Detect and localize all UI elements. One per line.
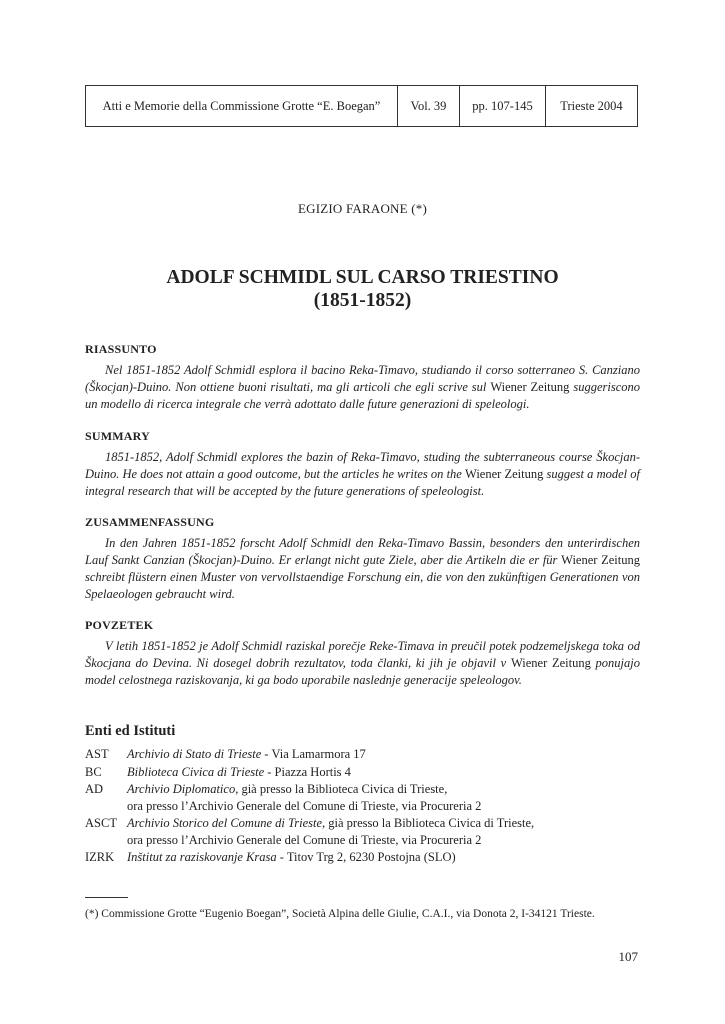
institution-row [85,746,645,763]
institution-name: Archivio Diplomatico [127,782,236,796]
abstract-riassunto [85,342,640,413]
journal-name: Atti e Memorie della Commissione Grotte “E. Boegan” [86,86,398,126]
institution-address: - Piazza Hortis 4 [264,764,351,779]
abstract-text-start: Nel 1851-1852 Adolf Schmidl esplora il bacino Reka-Timavo, studiando il corso sotterraneo S. Canziano (Škocjan)-Duino. Non ottiene buoni risultati, ma gli articoli che egli scrive sul [85,363,640,394]
abstract-text-end: suggeriscono un modello di ricerca integrale che verrà adottato dalle future generazioni di speleologi. [85,380,641,411]
institution-name: Inštitut za raziskovanje Krasa [127,850,277,864]
newspaper-name: Wiener Zeitung [510,656,591,670]
section-heading: SUMMARY [85,429,150,443]
section-heading: ZUSAMMENFASSUNG [85,515,215,529]
abstract-text-end: schreibt flüstern einen Muster von vervollstaendige Forschung ein, die von den zukünftigen Generationen von Spelaeologen gebraucht wird. [85,570,640,601]
institution-description [127,746,645,763]
footnote: (*) Commissione Grotte “Eugenio Boegan”, Società Alpina delle Giulie, C.A.I., via Donota 2, I-34121 Trieste. [85,908,595,920]
title-line-2: (1851-1852) [313,290,412,311]
institution-row [85,815,645,848]
institutions-heading: Enti ed Istituti [85,723,176,739]
institution-description [127,764,645,781]
page-number: 107 [618,949,638,964]
abstract-text-start: In den Jahren 1851-1852 forscht Adolf Schmidl den Reka-Timavo Bassin, besonders den unterirdischen Lauf Sankt Canzian (Škocjan)-Duino. Er erlangt nicht gute Ziele, aber die Artikeln die er für [85,536,640,567]
abstract-text [85,535,640,603]
abstract-povzetek [85,618,640,689]
abstract-text [85,362,640,413]
institution-abbr: BC [85,764,102,779]
institution-abbr: AST [85,747,109,761]
institution-abbr: ASCT [85,816,117,830]
title-line-1: ADOLF SCHMIDL SUL CARSO TRIESTINO [166,267,559,288]
newspaper-name: Wiener Zeitung [561,553,641,567]
institution-description [127,815,645,848]
institution-abbr: IZRK [85,850,115,864]
institution-address: - Titov Trg 2, 6230 Postojna (SLO) [276,850,456,864]
institution-address: , già presso la Biblioteca Civica di Trieste, [322,816,535,830]
abstract-text-end: suggest a model of integral research that will be accepted by the future generations of speleologist. [85,467,641,498]
institution-row [85,849,645,866]
institution-description [127,781,645,814]
journal-place-year: Trieste 2004 [560,98,623,113]
newspaper-name: Wiener Zeitung [465,467,544,481]
institution-abbr: AD [85,782,104,796]
institution-description [127,849,645,866]
abstract-text-start: 1851-1852, Adolf Schmidl explores the bazin of Reka-Timavo, studing the subterraneous course Škocjan-Duino. He does not attain a good outcome, but the articles he writes on the [85,450,640,481]
abstract-text-end: ponujajo model celostnega raziskovanja, ki ga bodo uporabile naslednje generacije speleologov. [85,656,640,687]
footnote-rule [85,897,128,898]
section-heading: POVZETEK [85,618,154,632]
institution-name: Biblioteca Civica di Trieste [127,764,265,779]
abstract-summary [85,429,640,500]
institution-row [85,764,645,781]
journal-volume: Vol. 39 [398,86,460,126]
institution-address: - Via Lamarmora 17 [261,747,366,761]
abstract-zusammenfassung [85,515,640,603]
author: EGIZIO FARAONE (*) [297,201,427,216]
abstract-text [85,449,640,500]
section-heading: RIASSUNTO [85,342,157,356]
abstract-text-start: V letih 1851-1852 je Adolf Schmidl raziskal porečje Reke-Timava in preučil potek podzemeljskega toka od Škocjana do Devina. Ni dosegel dobrih rezultatov, toda članki, ki jih je objavil v [85,639,640,670]
institution-row [85,781,645,814]
institution-name: Archivio Storico del Comune di Trieste [127,816,323,830]
abstract-text [85,638,640,689]
institutions-list [85,746,645,867]
journal-pages: pp. 107-145 [460,86,546,126]
institution-name: Archivio di Stato di Trieste [127,747,262,761]
newspaper-name: Wiener Zeitung [490,380,570,394]
institution-address-line-2: ora presso l’Archivio Generale del Comune di Trieste, via Procureria 2 [127,832,482,847]
institution-address-line-2: ora presso l’Archivio Generale del Comune di Trieste, via Procureria 2 [127,798,482,813]
institution-address: , già presso la Biblioteca Civica di Trieste, [235,782,448,796]
article-title [0,266,725,312]
journal-header [85,85,638,127]
